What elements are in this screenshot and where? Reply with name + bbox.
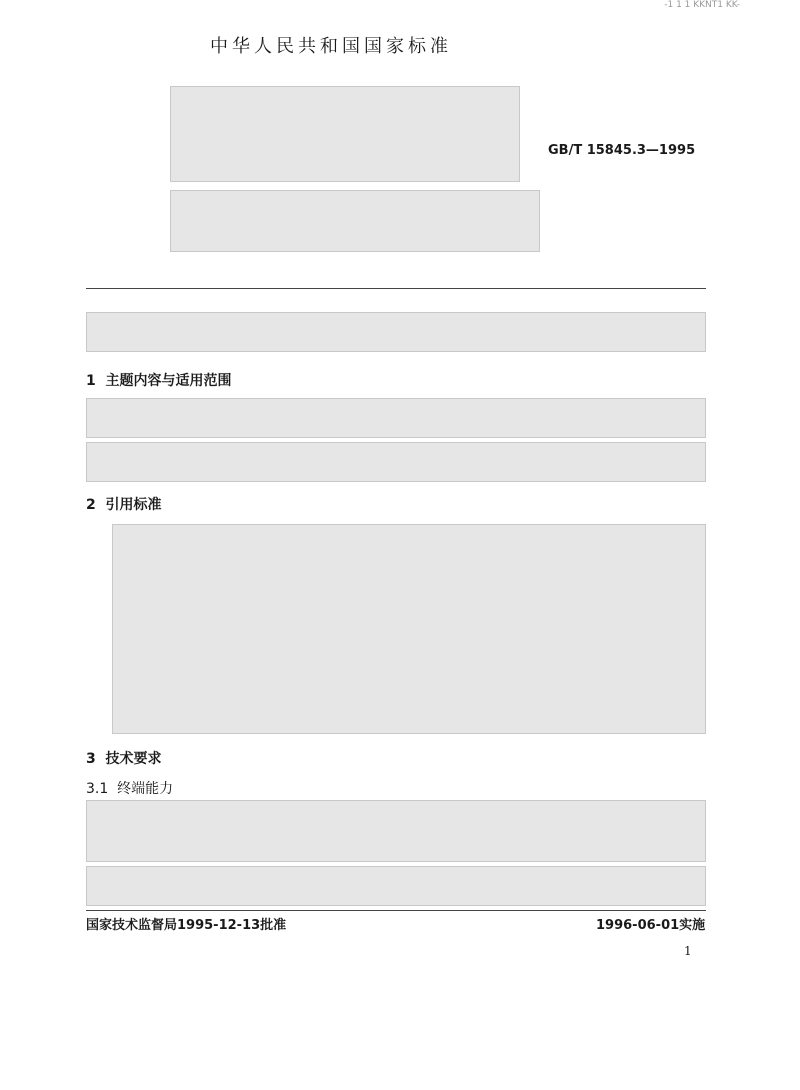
nation-title: 中华人民共和国国家标准 bbox=[210, 36, 452, 57]
section-2-heading bbox=[86, 494, 162, 514]
standard-code: GB/T 15845.3—1995 bbox=[548, 143, 696, 158]
subsection-3-1-title: 终端能力 bbox=[117, 781, 174, 797]
section-3-1-paragraph-1 bbox=[86, 800, 706, 862]
section-1-number: 1 bbox=[86, 373, 96, 389]
chinese-title-block bbox=[170, 86, 520, 182]
effective-date: 1996-06-01实施 bbox=[596, 918, 706, 933]
section-3-number: 3 bbox=[86, 751, 96, 767]
section-1-heading bbox=[86, 370, 232, 390]
section-3-heading bbox=[86, 748, 162, 768]
section-3-title: 技术要求 bbox=[105, 751, 162, 767]
corner-mark: -1 1 1 KKNT1 KK- bbox=[664, 0, 740, 10]
section-1-paragraph-1 bbox=[86, 398, 706, 438]
section-2-number: 2 bbox=[86, 497, 96, 513]
section-1-title: 主题内容与适用范围 bbox=[105, 373, 232, 389]
reference-list bbox=[112, 524, 706, 734]
subsection-3-1-heading bbox=[86, 778, 173, 798]
header-rule bbox=[86, 288, 706, 289]
english-title-block bbox=[170, 190, 540, 252]
page-number: 1 bbox=[684, 944, 692, 958]
footer-rule bbox=[86, 910, 706, 911]
subsection-3-1-number: 3.1 bbox=[86, 781, 109, 797]
section-2-title: 引用标准 bbox=[105, 497, 162, 513]
section-1-paragraph-2 bbox=[86, 442, 706, 482]
section-3-1-paragraph-2 bbox=[86, 866, 706, 906]
approval-line: 国家技术监督局1995-12-13批准 bbox=[86, 918, 287, 933]
intro-paragraph bbox=[86, 312, 706, 352]
